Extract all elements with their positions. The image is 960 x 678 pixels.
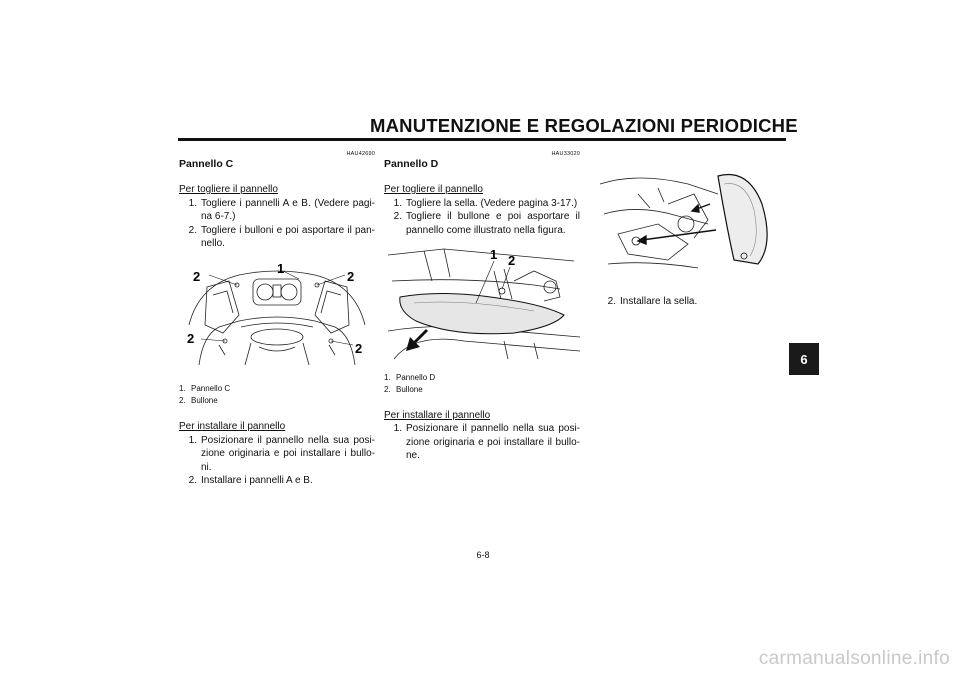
callout-1: 1: [490, 247, 498, 262]
rear-section-illustration: [598, 164, 788, 282]
step-number: 2.: [188, 475, 197, 486]
legend-item: [179, 383, 375, 395]
side-panel-illustration: [384, 241, 580, 363]
step-number: 1.: [393, 197, 402, 209]
figure-panel-d: [384, 241, 580, 368]
right-column: [598, 160, 788, 308]
page-title: MANUTENZIONE E REGOLAZIONI PERIODICHE: [370, 115, 798, 136]
callout-2: 2: [193, 268, 201, 284]
callout-1: 1: [277, 260, 285, 276]
section-code: HAU33020: [551, 151, 580, 157]
install-subheading: Per installare il pannello: [384, 409, 491, 421]
remove-step: [179, 224, 375, 251]
title-rule: [178, 138, 786, 141]
section-code: HAU42690: [346, 151, 375, 157]
legend-text: Pannello D: [396, 372, 436, 382]
remove-step: [179, 197, 375, 224]
install-step: [179, 474, 375, 488]
callout-2: 2: [347, 268, 355, 284]
remove-step: [384, 197, 580, 211]
legend-number: 1.: [179, 384, 186, 393]
middle-column: [384, 150, 580, 463]
figure-legend: [179, 383, 375, 407]
dashboard-illustration: [179, 255, 375, 375]
legend-item: [384, 384, 580, 396]
step-text: Togliere i pannelli A e B. (Vedere pagi-na 6-7.): [201, 197, 375, 222]
legend-text: Pannello C: [191, 384, 231, 393]
install-step: [598, 295, 788, 309]
left-column: [179, 150, 375, 488]
step-text: Togliere il bullone e poi asportare il pannello come illustrato nella figura.: [406, 211, 580, 236]
step-text: Installare la sella.: [620, 295, 698, 307]
legend-number: 2.: [384, 384, 391, 394]
section-heading: Pannello C: [179, 158, 234, 170]
remove-subheading: Per togliere il pannello: [179, 184, 278, 195]
remove-subheading: Per togliere il pannello: [384, 184, 483, 195]
figure-tail-light: [598, 164, 788, 287]
step-number: 1.: [188, 434, 197, 446]
arrow-icon: [692, 205, 699, 212]
step-number: 1.: [188, 197, 197, 209]
watermark: carmanualsonline.info: [758, 648, 950, 669]
legend-text: Bullone: [396, 384, 423, 394]
legend-item: [384, 372, 580, 384]
chapter-tab[interactable]: 6: [789, 343, 819, 375]
figure-legend: [384, 372, 580, 396]
legend-item: [179, 395, 375, 407]
section-heading: Pannello D: [384, 158, 439, 170]
callout-2: 2: [508, 253, 516, 268]
step-number: 2.: [607, 295, 616, 307]
callout-2: 2: [187, 330, 195, 346]
step-text: Installare i pannelli A e B.: [201, 475, 313, 486]
removal-arrow-icon: [406, 329, 428, 351]
page-number: 6-8: [476, 550, 490, 560]
step-number: 1.: [393, 423, 402, 434]
legend-number: 1.: [384, 372, 391, 382]
figure-panel-c: [179, 255, 375, 380]
tail-cover-shape: [718, 175, 767, 264]
install-subheading: Per installare il pannello: [179, 421, 286, 432]
panel-d-shape: [400, 293, 564, 333]
step-number: 2.: [393, 211, 402, 222]
install-step: [179, 434, 375, 475]
legend-number: 2.: [179, 396, 186, 405]
remove-step: [384, 210, 580, 237]
step-text: Posizionare il pannello nella sua posi-zione originaria e poi installare il bullo-ne.: [406, 423, 580, 461]
legend-text: Bullone: [191, 396, 218, 405]
step-text: Togliere la sella. (Vedere pagina 3-17.): [406, 197, 578, 209]
step-text: Togliere i bulloni e poi asportare il pan-nello.: [201, 224, 375, 249]
step-number: 2.: [188, 224, 197, 236]
install-step: [384, 422, 580, 463]
callout-2: 2: [355, 340, 363, 356]
step-text: Posizionare il pannello nella sua posi-zione originaria e poi installare i bullo-ni.: [201, 434, 375, 473]
